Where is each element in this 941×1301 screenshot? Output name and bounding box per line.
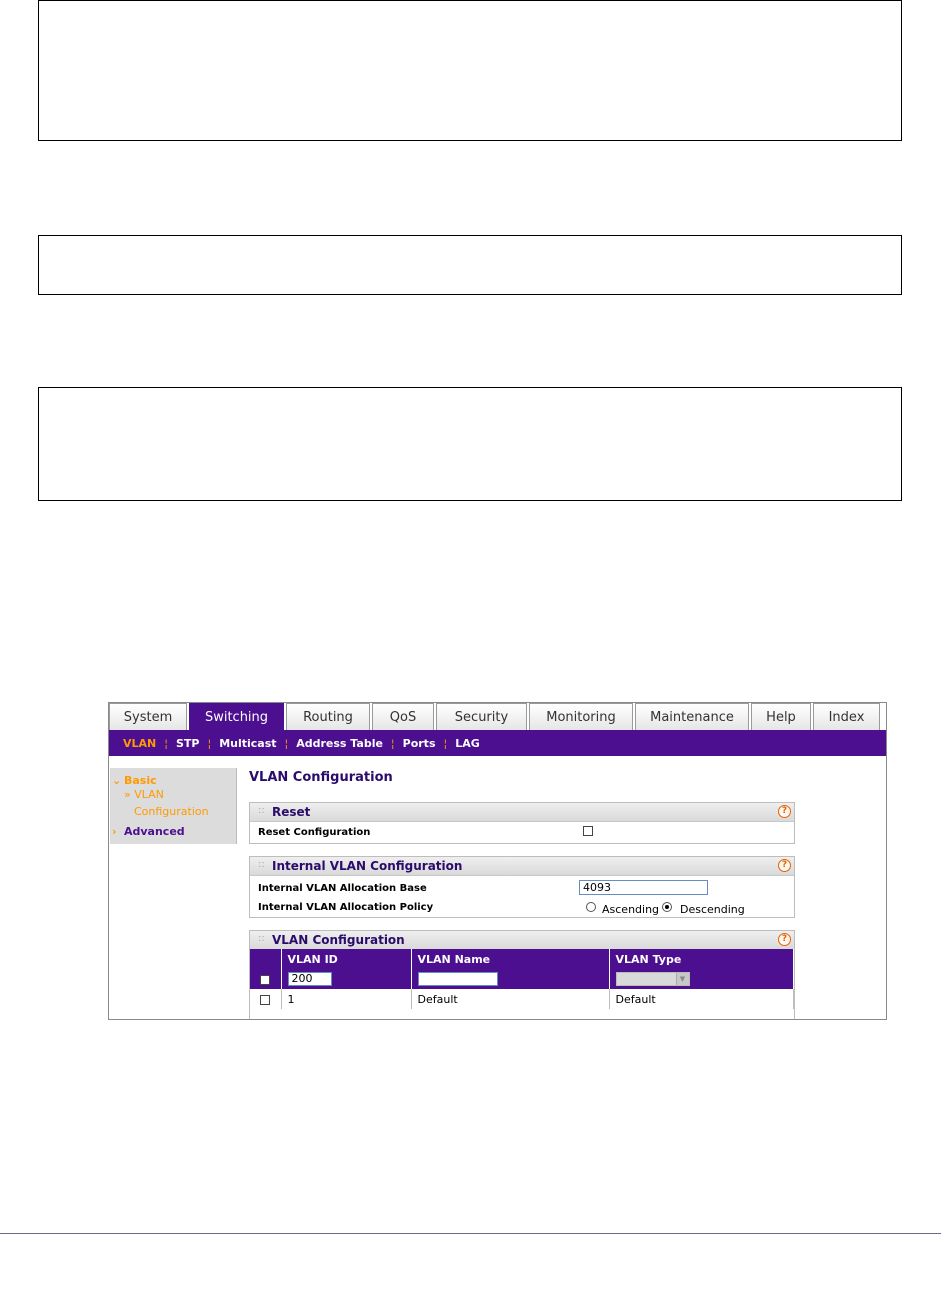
help-icon[interactable]: ? [778, 859, 791, 872]
section-title: Internal VLAN Configuration [272, 859, 463, 873]
internal-vlan-section [249, 856, 795, 918]
row-select-checkbox[interactable] [260, 995, 270, 1005]
subnav-separator: ¦ [443, 736, 448, 750]
tab-security[interactable]: Security [436, 703, 527, 730]
help-icon[interactable]: ? [778, 805, 791, 818]
table-cell: 1 [281, 989, 411, 1009]
table-cell [250, 989, 281, 1009]
table-cell [250, 969, 281, 989]
column-header-vlan-type: VLAN Type [609, 949, 794, 969]
page-footer-rule [0, 1233, 941, 1234]
table-header-row [250, 949, 794, 969]
allocation-base-label: Internal VLAN Allocation Base [258, 883, 427, 894]
vlan-id-input[interactable]: 200 [288, 972, 332, 986]
descending-label: Descending [680, 903, 745, 916]
sidebar [110, 768, 237, 844]
table-cell [281, 969, 411, 989]
grip-icon: :: [258, 805, 265, 816]
table-cell: Default [609, 989, 794, 1009]
tab-index[interactable]: Index [813, 703, 880, 730]
vlan-configuration-section [249, 930, 795, 1019]
tab-routing[interactable]: Routing [286, 703, 370, 730]
sidebar-item-advanced[interactable] [112, 825, 185, 838]
reset-configuration-checkbox[interactable] [583, 826, 593, 836]
column-header-vlan-id: VLAN ID [281, 949, 411, 969]
subnav-vlan[interactable]: VLAN [123, 736, 157, 750]
vlan-name-input[interactable] [418, 972, 498, 986]
section-header [250, 803, 794, 822]
descending-radio[interactable] [662, 902, 672, 912]
reset-configuration-label: Reset Configuration [258, 827, 371, 838]
subnav-stp[interactable]: STP [175, 736, 200, 750]
tab-switching[interactable]: Switching [189, 703, 284, 730]
allocation-policy-label: Internal VLAN Allocation Policy [258, 902, 434, 913]
section-title: Reset [272, 805, 311, 819]
row-select-checkbox[interactable] [260, 975, 270, 985]
tab-qos[interactable]: QoS [372, 703, 434, 730]
subnav-separator: ¦ [207, 736, 212, 750]
table-cell: Default [411, 989, 609, 1009]
tab-help[interactable]: Help [751, 703, 811, 730]
chevron-right-icon: › [112, 825, 117, 838]
select-column-header [250, 949, 281, 969]
subnav-lag[interactable]: LAG [455, 736, 480, 750]
column-header-vlan-name: VLAN Name [411, 949, 609, 969]
subnav-separator: ¦ [164, 736, 168, 750]
document-box-2 [38, 235, 902, 295]
chevron-down-icon: ⌄ [112, 774, 122, 787]
subnav-separator: ¦ [284, 736, 289, 750]
chevron-down-icon: ▼ [676, 973, 689, 985]
sidebar-item-label: Basic [124, 774, 157, 787]
sidebar-item-label: Configuration [134, 805, 209, 818]
table-cell [609, 969, 794, 989]
subnav-address-table[interactable]: Address Table [296, 736, 383, 750]
tab-monitoring[interactable]: Monitoring [529, 703, 633, 730]
vlan-table [250, 949, 794, 1009]
vlan-type-select[interactable] [616, 972, 690, 986]
subnav-multicast[interactable]: Multicast [219, 736, 277, 750]
main-tab-bar [109, 703, 886, 730]
sidebar-item-label: Advanced [124, 825, 185, 838]
subnav-separator: ¦ [390, 736, 395, 750]
document-box-1 [38, 0, 902, 141]
section-title: VLAN Configuration [272, 933, 405, 947]
grip-icon: :: [258, 859, 265, 870]
sidebar-item-vlan-configuration[interactable] [124, 786, 209, 820]
section-header [250, 857, 794, 876]
ascending-radio[interactable] [586, 902, 596, 912]
help-icon[interactable]: ? [778, 933, 791, 946]
section-header [250, 931, 794, 950]
reset-section [249, 802, 795, 844]
table-cell [411, 969, 609, 989]
grip-icon: :: [258, 933, 265, 944]
sub-navigation [109, 730, 886, 756]
subnav-ports[interactable]: Ports [402, 736, 436, 750]
tab-system[interactable]: System [109, 703, 187, 730]
document-box-3 [38, 387, 902, 501]
allocation-base-input[interactable]: 4093 [579, 880, 708, 895]
switch-web-ui [108, 702, 887, 1020]
page-title: VLAN Configuration [249, 770, 393, 785]
table-row [250, 989, 794, 1009]
ascending-label: Ascending [602, 903, 660, 916]
tab-maintenance[interactable]: Maintenance [635, 703, 749, 730]
table-edit-row [250, 969, 794, 989]
sidebar-item-label: » VLAN [124, 788, 164, 801]
